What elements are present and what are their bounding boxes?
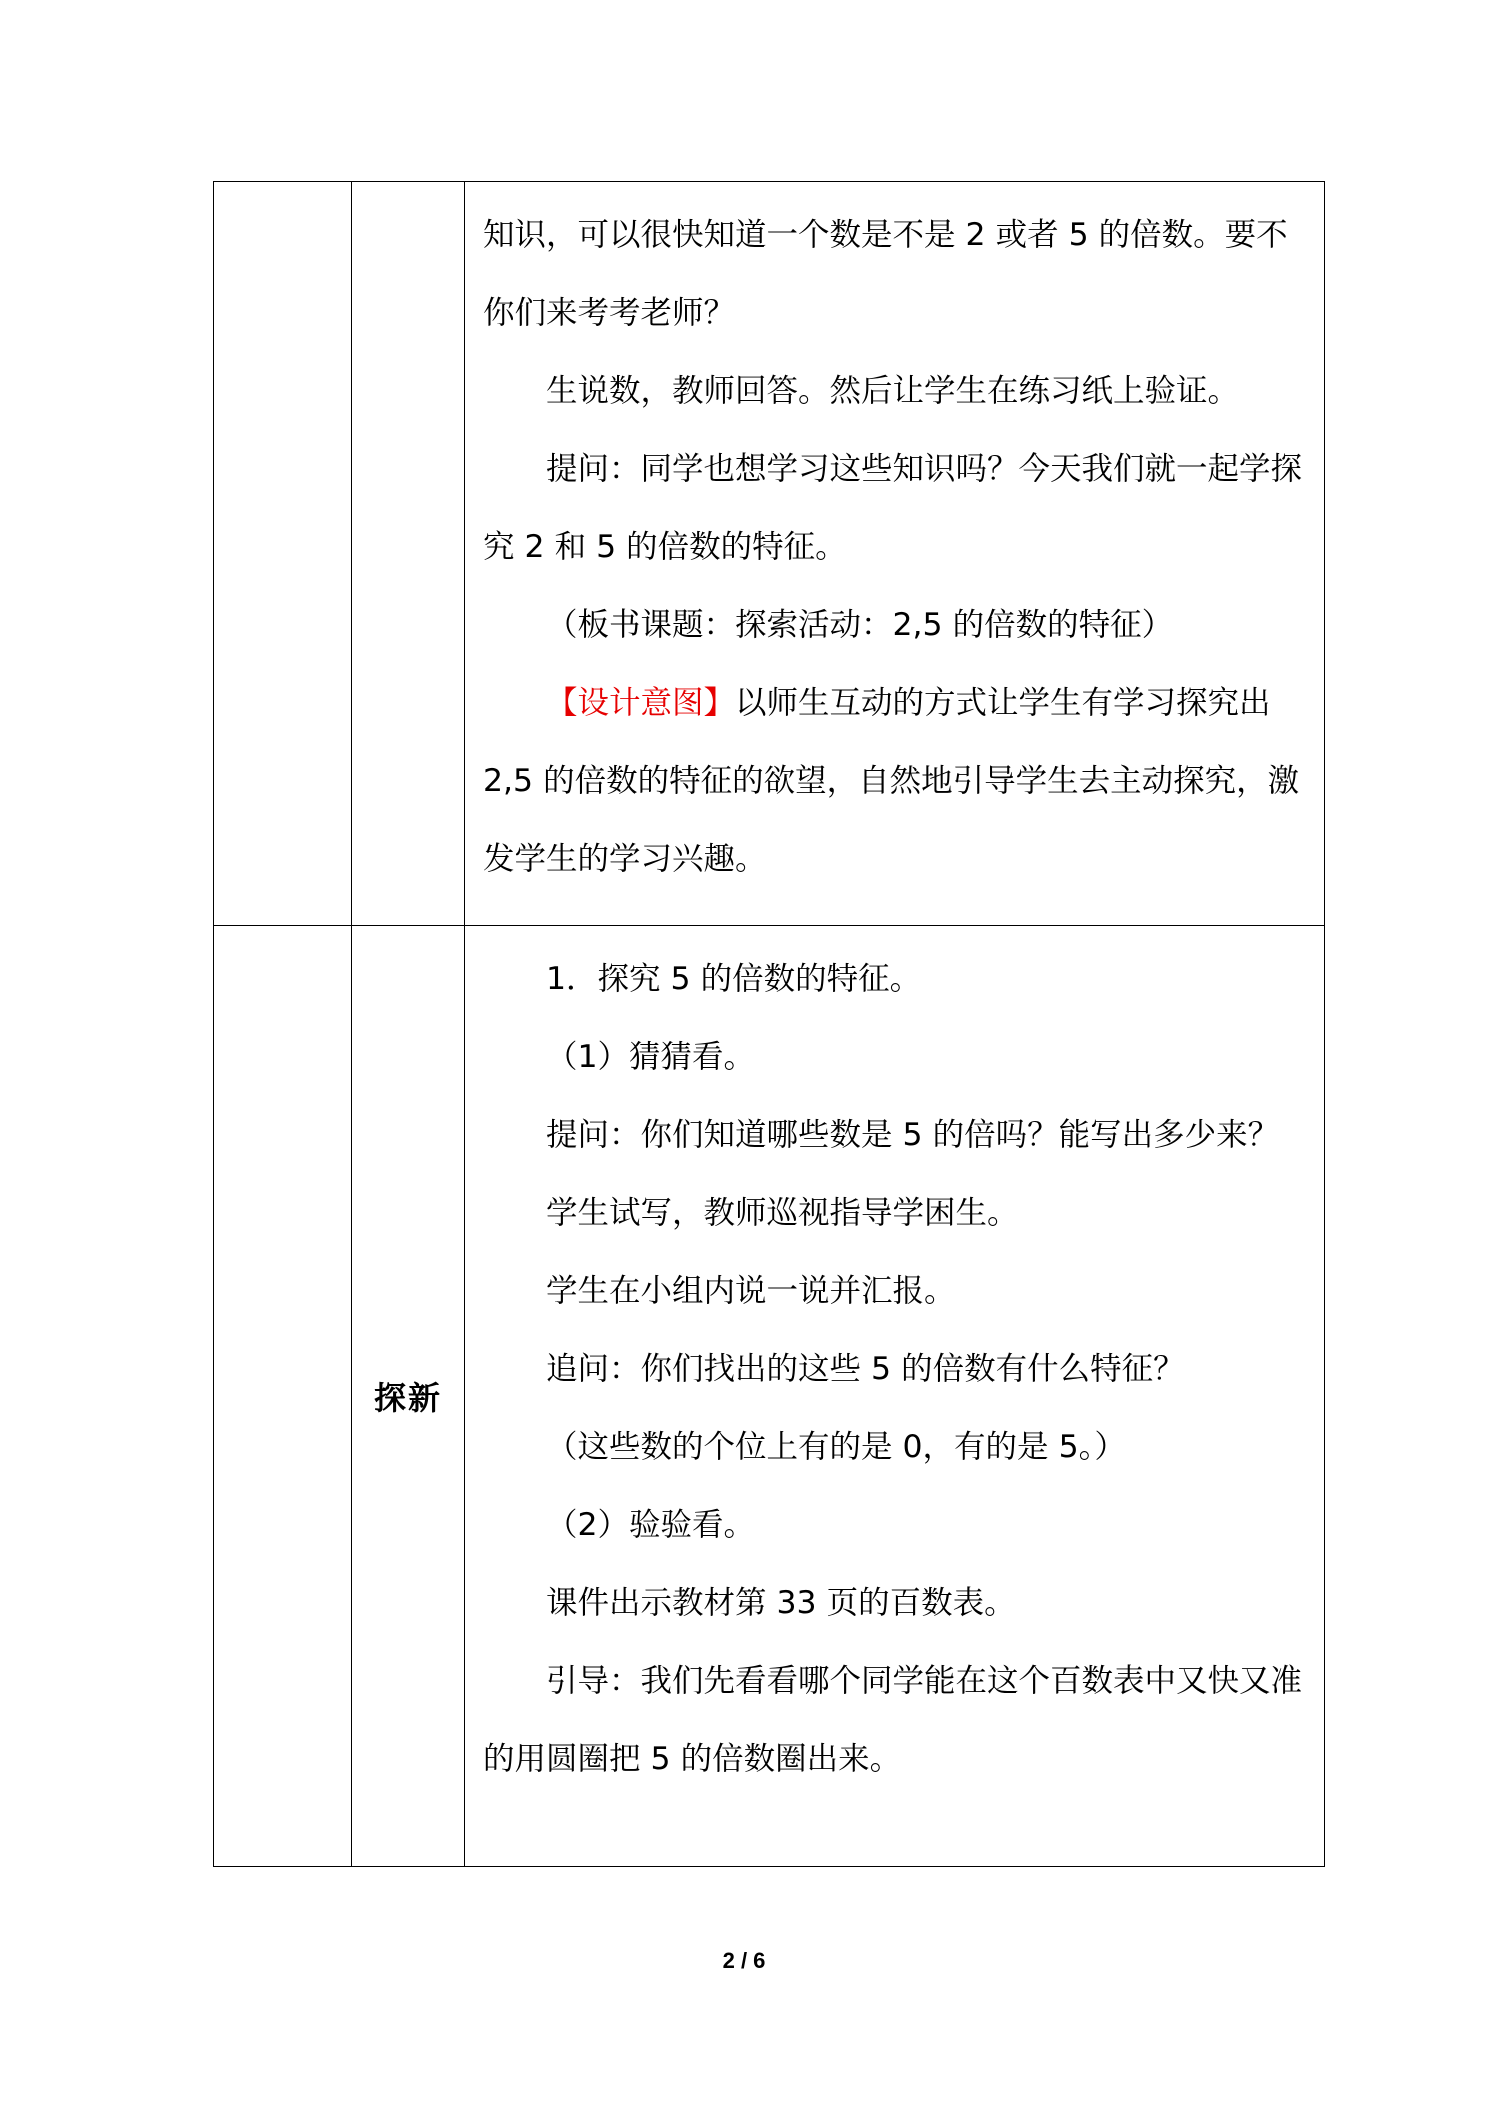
paragraph: 学生试写，教师巡视指导学困生。 — [546, 1195, 1019, 1231]
paragraph: 学生在小组内说一说并汇报。 — [546, 1273, 956, 1309]
paragraph: （板书课题：探索活动：2,5 的倍数的特征） — [546, 607, 1174, 643]
paragraph: 提问：你们知道哪些数是 5 的倍吗？能写出多少来？ — [546, 1117, 1280, 1153]
design-intent-paragraph — [483, 664, 1309, 898]
paragraph: 知识，可以很快知道一个数是不是 2 或者 5 的倍数。要不你们来考考老师？ — [483, 217, 1288, 331]
content-cell — [465, 926, 1325, 1867]
stage-cell — [214, 926, 352, 1867]
paragraph: 1．探究 5 的倍数的特征。 — [546, 961, 922, 997]
design-intent-tag: 【设计意图】 — [546, 685, 736, 721]
paragraph: 引导：我们先看看哪个同学能在这个百数表中又快又准的用圆圈把 5 的倍数圈出来。 — [483, 1663, 1303, 1777]
table-row — [214, 182, 1325, 926]
table-row — [214, 926, 1325, 1867]
page-number: 2 / 6 — [722, 1948, 766, 1973]
section-label-cell — [352, 182, 465, 926]
paragraph: （2）验验看。 — [546, 1507, 756, 1543]
stage-cell — [214, 182, 352, 926]
paragraph: 生说数，教师回答。然后让学生在练习纸上验证。 — [546, 373, 1240, 409]
paragraph: （这些数的个位上有的是 0，有的是 5。） — [546, 1429, 1126, 1465]
paragraph: 课件出示教材第 33 页的百数表。 — [546, 1585, 1016, 1621]
design-intent-text: 以师生互动的方式让学生有学习探究出 2,5 的倍数的特征的欲望，自然地引导学生去主动探究，激发学生的学习兴趣。 — [483, 685, 1300, 877]
section-label-cell: 探新 — [352, 926, 465, 1867]
paragraph: 追问：你们找出的这些 5 的倍数有什么特征？ — [546, 1351, 1185, 1387]
content-cell — [465, 182, 1325, 926]
lesson-plan-table — [213, 181, 1325, 1867]
paragraph: 提问：同学也想学习这些知识吗？今天我们就一起学探究 2 和 5 的倍数的特征。 — [483, 451, 1303, 565]
paragraph: （1）猜猜看。 — [546, 1039, 756, 1075]
